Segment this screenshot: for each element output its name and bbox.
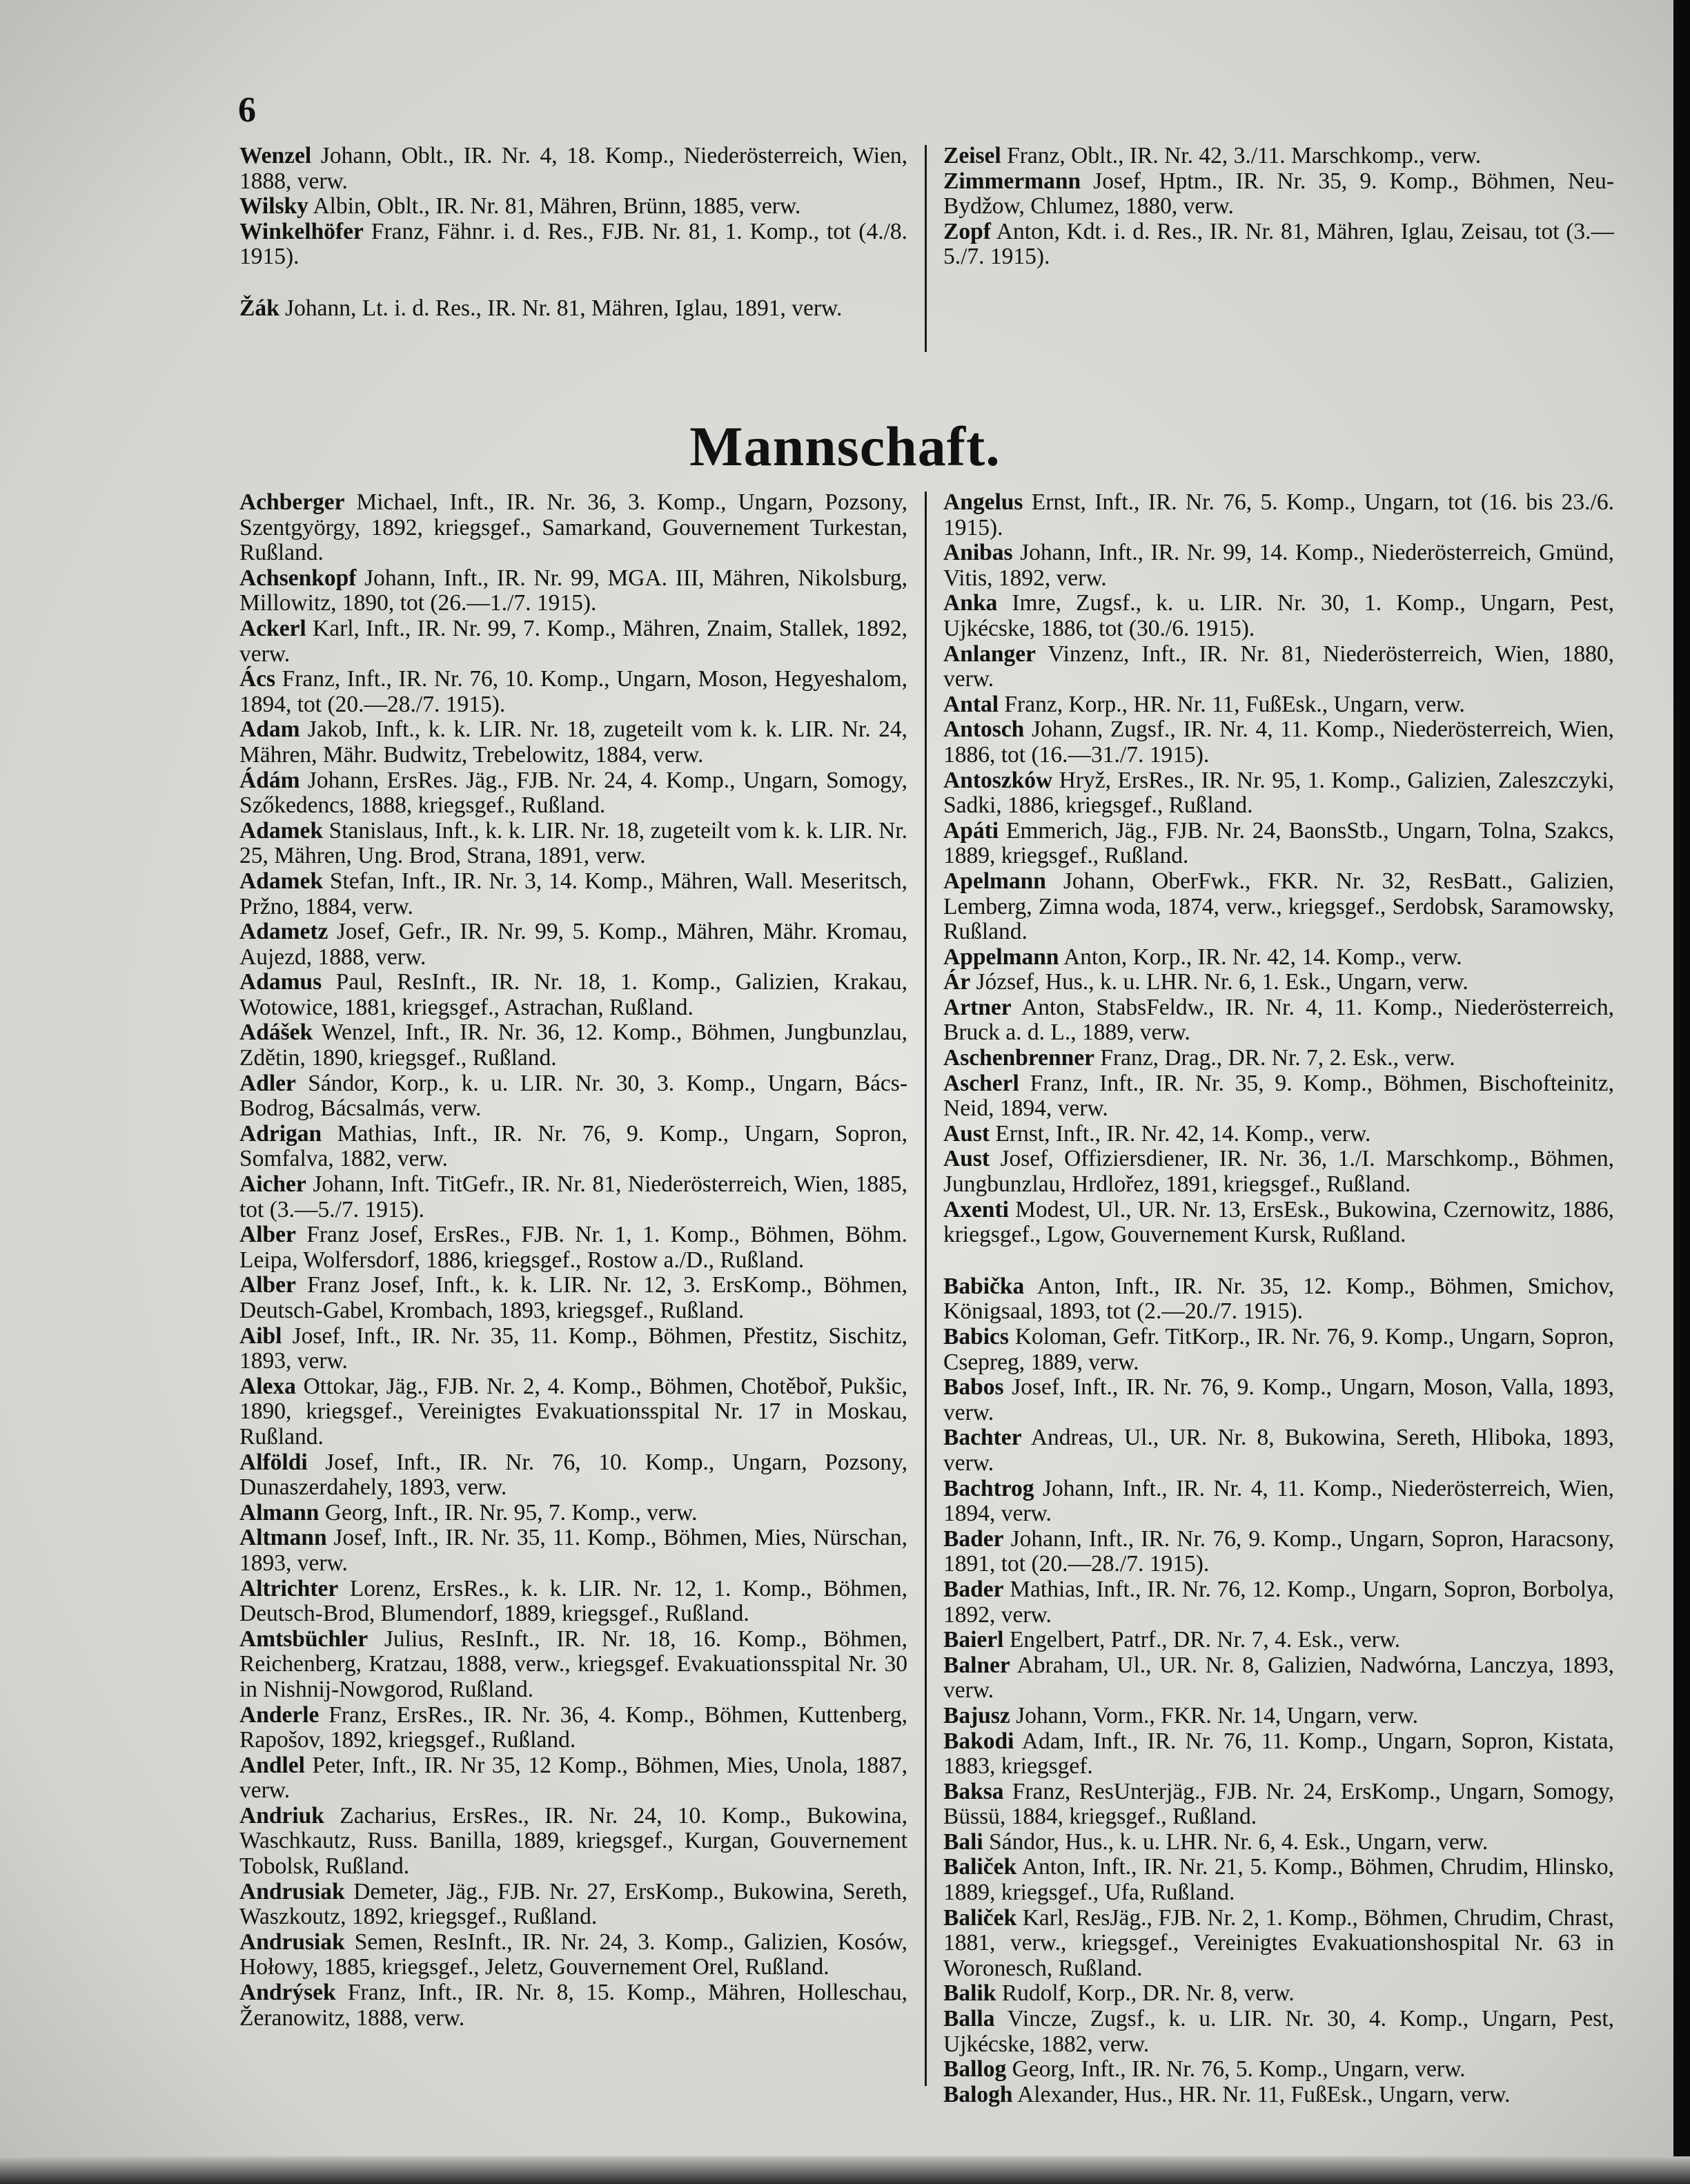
surname: Balik: [943, 1980, 996, 2007]
surname: Artner: [943, 994, 1012, 1020]
list-item: [239, 616, 907, 667]
entry-details: Josef, Hptm., IR. Nr. 35, 9. Komp., Böhmen, Neu-Bydžow, Chlumez, 1880, verw.: [943, 168, 1614, 220]
list-item: [943, 1830, 1614, 1855]
list-item: [943, 1147, 1614, 1197]
officer-list-left: [239, 144, 907, 322]
list-item: [943, 717, 1614, 768]
surname: Balner: [943, 1652, 1010, 1678]
list-item: [943, 1577, 1614, 1628]
entry-details: Franz, Inft., IR. Nr. 8, 15. Komp., Mähren, Holleschau, Žeranowitz, 1888, verw.: [239, 1980, 907, 2031]
entry-details: Lorenz, ErsRes., k. k. LIR. Nr. 12, 1. Komp., Böhmen, Deutsch-Brod, Blumendorf, 1889, kriegsgef., Rußland.: [239, 1575, 907, 1627]
entry-details: Adam, Inft., IR. Nr. 76, 11. Komp., Ungarn, Sopron, Kistata, 1883, kriegsgef.: [943, 1728, 1614, 1780]
surname: Antal: [943, 691, 999, 717]
entry-details: Franz Josef, ErsRes., FJB. Nr. 1, 1. Komp., Böhmen, Böhm. Leipa, Wolfersdorf, 1886, kriegsgef., Rostow a./D., Rußland.: [239, 1222, 907, 1273]
surname: Adametz: [239, 919, 328, 945]
list-item: [943, 869, 1614, 945]
entry-details: Johann, Oblt., IR. Nr. 4, 18. Komp., Niederösterreich, Wien, 1888, verw.: [239, 143, 907, 194]
list-item: [943, 1981, 1614, 2007]
list-item: [943, 1906, 1614, 1982]
surname: Altrichter: [239, 1575, 339, 1601]
surname: Andlel: [239, 1752, 305, 1778]
list-item: [943, 819, 1614, 869]
entry-details: Franz, ErsRes., IR. Nr. 36, 4. Komp., Böhmen, Kuttenberg, Rapošov, 1892, kriegsgef., Rußland.: [239, 1702, 907, 1753]
surname: Adamek: [239, 817, 323, 844]
surname: Ár: [943, 969, 971, 995]
list-item: [943, 169, 1614, 220]
list-item: [943, 220, 1614, 270]
list-item: [943, 995, 1614, 1046]
surname: Adler: [239, 1070, 296, 1096]
surname: Ascherl: [943, 1070, 1019, 1096]
surname: Baliček: [943, 1904, 1017, 1931]
entry-details: Wenzel, Inft., IR. Nr. 36, 12. Komp., Böhmen, Jungbunzlau, Zdětin, 1890, kriegsgef., Rußland.: [239, 1020, 907, 1071]
surname: Ballog: [943, 2056, 1007, 2083]
surname: Andrýsek: [239, 1980, 336, 2006]
entry-details: Franz, ResUnterjäg., FJB. Nr. 24, ErsKomp., Ungarn, Somogy, Büssü, 1884, kriegsgef., Rußland.: [943, 1778, 1614, 1830]
surname: Zeisel: [943, 143, 1001, 168]
page-number: 6: [238, 90, 256, 130]
list-item: [943, 1046, 1614, 1071]
entry-details: Johann, OberFwk., FKR. Nr. 32, ResBatt., Galizien, Lemberg, Zimna woda, 1874, verw., kriegsgef., Serdobsk, Saramowsky, Rußland.: [943, 868, 1614, 945]
list-item: [239, 144, 907, 194]
list-item: [943, 1729, 1614, 1780]
list-item: [943, 1071, 1614, 1122]
entry-details: Johann, Vorm., FKR. Nr. 14, Ungarn, verw.: [1010, 1702, 1418, 1728]
list-item: [943, 1375, 1614, 1425]
surname: Bakodi: [943, 1728, 1014, 1754]
list-item: [239, 220, 907, 270]
surname: Aicher: [239, 1171, 306, 1198]
entry-details: Stanislaus, Inft., k. k. LIR. Nr. 18, zugeteilt vom k. k. LIR. Nr. 25, Mähren, Ung. Brod, Strana, 1891, verw.: [239, 817, 907, 869]
entry-details: Hryž, ErsRes., IR. Nr. 95, 1. Komp., Galizien, Zaleszczyki, Sadki, 1886, kriegsgef., Rußland.: [943, 767, 1614, 819]
entry-details: Paul, ResInft., IR. Nr. 18, 1. Komp., Galizien, Krakau, Wotowice, 1881, kriegsgef., Astrachan, Rußland.: [239, 969, 907, 1020]
surname: Anderle: [239, 1702, 320, 1728]
list-item: [239, 717, 907, 768]
surname: Anlanger: [943, 641, 1036, 667]
casualty-list-left: [239, 490, 907, 2031]
entry-details: Ottokar, Jäg., FJB. Nr. 2, 4. Komp., Böhmen, Chotěboř, Pukšic, 1890, kriegsgef., Vereinigtes Evakuationsspital Nr. 17 in Moskau, Rußland.: [239, 1373, 907, 1450]
surname: Wenzel: [239, 143, 312, 168]
surname: Babos: [943, 1374, 1004, 1401]
surname: Ádám: [239, 767, 300, 793]
entry-details: Vinzenz, Inft., IR. Nr. 81, Niederösterreich, Wien, 1880, verw.: [943, 641, 1614, 692]
surname: Zimmermann: [943, 168, 1081, 194]
entry-details: Anton, StabsFeldw., IR. Nr. 4, 11. Komp., Niederösterreich, Bruck a. d. L., 1889, verw.: [943, 994, 1614, 1046]
scan-border: [1673, 0, 1690, 2184]
entry-details: Franz, Oblt., IR. Nr. 42, 3./11. Marschkomp., verw.: [1001, 143, 1482, 168]
entry-details: Alexander, Hus., HR. Nr. 11, FußEsk., Ungarn, verw.: [1012, 2081, 1511, 2107]
officer-list-right: [943, 144, 1614, 270]
list-item: [943, 1274, 1614, 1325]
entry-details: Franz, Drag., DR. Nr. 7, 2. Esk., verw.: [1094, 1045, 1455, 1071]
surname: Antosch: [943, 716, 1025, 743]
list-item: [239, 1222, 907, 1273]
list-item: [943, 1425, 1614, 1476]
entry-details: Abraham, Ul., UR. Nr. 8, Galizien, Nadwórna, Lanczya, 1893, verw.: [943, 1652, 1614, 1704]
surname: Baliček: [943, 1854, 1017, 1880]
entry-details: Josef, Offiziersdiener, IR. Nr. 36, 1./I. Marschkomp., Böhmen, Jungbunzlau, Hrdlořez, 1891, kriegsgef., Rußland.: [943, 1146, 1614, 1198]
surname: Anka: [943, 590, 998, 616]
entry-details: Johann, Zugsf., IR. Nr. 4, 11. Komp., Niederösterreich, Wien, 1886, tot (16.—31./7. 1915).: [943, 716, 1614, 768]
surname: Aschenbrenner: [943, 1045, 1094, 1071]
surname: Aust: [943, 1146, 990, 1172]
entry-details: Franz, Fähnr. i. d. Res., FJB. Nr. 81, 1. Komp., tot (4./8. 1915).: [239, 218, 907, 270]
list-item: [239, 1172, 907, 1222]
entry-details: Anton, Kdt. i. d. Res., IR. Nr. 81, Mähren, Iglau, Zeisau, tot (3.—5./7. 1915).: [943, 218, 1614, 270]
entry-details: Modest, Ul., UR. Nr. 13, ErsEsk., Bukowina, Czernowitz, 1886, kriegsgef., Lgow, Gouvernement Kursk, Rußland.: [943, 1196, 1614, 1248]
surname: Ács: [239, 666, 276, 692]
entry-details: Franz, Inft., IR. Nr. 35, 9. Komp., Böhmen, Bischofteinitz, Neid, 1894, verw.: [943, 1070, 1614, 1122]
surname: Winkelhöfer: [239, 218, 364, 244]
entry-details: Julius, ResInft., IR. Nr. 18, 16. Komp., Böhmen, Reichenberg, Kratzau, 1888, verw., kriegsgef. Evakuationsspital Nr. 30 in Nishnij-Nowgorod, Rußland.: [239, 1626, 907, 1702]
entry-details: Andreas, Ul., UR. Nr. 8, Bukowina, Sereth, Hliboka, 1893, verw.: [943, 1425, 1614, 1476]
list-item: [239, 1577, 907, 1627]
entry-details: Georg, Inft., IR. Nr. 76, 5. Komp., Ungarn, verw.: [1006, 2056, 1466, 2083]
list-item: [239, 1627, 907, 1703]
entry-details: Josef, Inft., IR. Nr. 35, 11. Komp., Böhmen, Přestitz, Sischitz, 1893, verw.: [239, 1323, 907, 1374]
section-heading: Mannschaft.: [689, 415, 1001, 478]
list-item: [239, 1273, 907, 1323]
list-item: [239, 490, 907, 566]
entry-details: Johann, ErsRes. Jäg., FJB. Nr. 24, 4. Komp., Ungarn, Somogy, Szőkedencs, 1888, kriegsgef., Rußland.: [239, 767, 907, 819]
surname: Bajusz: [943, 1702, 1010, 1728]
surname: Alber: [239, 1222, 296, 1248]
list-item: [239, 919, 907, 970]
surname: Adášek: [239, 1020, 313, 1046]
entry-details: Mathias, Inft., IR. Nr. 76, 12. Komp., Ungarn, Sopron, Borbolya, 1892, verw.: [943, 1576, 1614, 1628]
surname: Aibl: [239, 1323, 282, 1349]
list-item: [239, 1071, 907, 1122]
list-item: [943, 692, 1614, 718]
surname: Bali: [943, 1829, 983, 1855]
list-item: [943, 2057, 1614, 2083]
list-item: [239, 819, 907, 869]
surname: Bader: [943, 1525, 1004, 1552]
entry-details: Johann, Inft., IR. Nr. 4, 11. Komp., Niederösterreich, Wien, 1894, verw.: [943, 1475, 1614, 1527]
scan-border: [0, 2156, 1690, 2184]
entry-details: Peter, Inft., IR. Nr 35, 12 Komp., Böhmen, Mies, Unola, 1887, verw.: [239, 1752, 907, 1804]
entry-details: József, Hus., k. u. LHR. Nr. 6, 1. Esk., Ungarn, verw.: [970, 969, 1468, 995]
list-item: [943, 1198, 1614, 1248]
list-item: [943, 1325, 1614, 1375]
list-item: [943, 1122, 1614, 1147]
entry-details: Franz Josef, Inft., k. k. LIR. Nr. 12, 3. ErsKomp., Böhmen, Deutsch-Gabel, Krombach, 1893, kriegsgef., Rußland.: [239, 1272, 907, 1323]
entry-details: Sándor, Hus., k. u. LHR. Nr. 6, 4. Esk., Ungarn, verw.: [983, 1829, 1488, 1855]
surname: Antoszków: [943, 767, 1053, 793]
entry-details: Josef, Inft., IR. Nr. 35, 11. Komp., Böhmen, Mies, Nürschan, 1893, verw.: [239, 1525, 907, 1576]
entry-details: Franz, Inft., IR. Nr. 76, 10. Komp., Ungarn, Moson, Hegyeshalom, 1894, tot (20.—28./7. 1915).: [239, 666, 907, 717]
surname: Bader: [943, 1576, 1004, 1602]
surname: Ackerl: [239, 615, 306, 641]
entry-details: Georg, Inft., IR. Nr. 95, 7. Komp., verw.: [319, 1499, 698, 1525]
surname: Apelmann: [943, 868, 1046, 894]
entry-details: Josef, Inft., IR. Nr. 76, 10. Komp., Ungarn, Pozsony, Dunaszerdahely, 1893, verw.: [239, 1449, 907, 1501]
entry-details: Anton, Inft., IR. Nr. 21, 5. Komp., Böhmen, Chrudim, Hlinsko, 1889, kriegsgef., Ufa, Rußland.: [943, 1854, 1614, 1906]
surname: Appelmann: [943, 944, 1059, 970]
surname: Adamus: [239, 969, 322, 995]
list-item: [943, 540, 1614, 591]
list-item: [239, 194, 907, 220]
surname: Andrusiak: [239, 1929, 345, 1955]
list-item: [943, 1527, 1614, 1577]
entry-details: Johann, Lt. i. d. Res., IR. Nr. 81, Mähren, Iglau, 1891, verw.: [279, 295, 843, 321]
entry-details: Johann, Inft., IR. Nr. 76, 9. Komp., Ungarn, Sopron, Haracsony, 1891, tot (20.—28./7. 1915).: [943, 1525, 1614, 1577]
list-item: [239, 1450, 907, 1501]
surname: Andrusiak: [239, 1878, 345, 1904]
list-item: [943, 490, 1614, 540]
list-item: [943, 970, 1614, 995]
entry-details: Stefan, Inft., IR. Nr. 3, 14. Komp., Mähren, Wall. Meseritsch, Pržno, 1884, verw.: [239, 868, 907, 919]
list-item: [239, 296, 907, 322]
surname: Baierl: [943, 1627, 1004, 1653]
list-item: [943, 1780, 1614, 1830]
surname: Balla: [943, 2006, 995, 2032]
list-item: [943, 945, 1614, 971]
surname: Baksa: [943, 1778, 1004, 1804]
entry-details: Johann, Inft., IR. Nr. 99, 14. Komp., Niederösterreich, Gmünd, Vitis, 1892, verw.: [943, 540, 1614, 591]
surname: Žák: [239, 295, 279, 321]
surname: Alber: [239, 1272, 296, 1298]
entry-details: Josef, Gefr., IR. Nr. 99, 5. Komp., Mähren, Mähr. Kromau, Aujezd, 1888, verw.: [239, 919, 907, 970]
entry-details: Emmerich, Jäg., FJB. Nr. 24, BaonsStb., Ungarn, Tolna, Szakcs, 1889, kriegsgef., Rußland.: [943, 817, 1614, 869]
list-item: [239, 1501, 907, 1526]
surname: Bachter: [943, 1425, 1022, 1451]
list-item: [239, 1703, 907, 1753]
surname: Amtsbüchler: [239, 1626, 369, 1652]
entry-details: Vincze, Zugsf., k. u. LIR. Nr. 30, 4. Komp., Ungarn, Pest, Ujkécske, 1882, verw.: [943, 2006, 1614, 2057]
list-item: [239, 869, 907, 919]
entry-details: Koloman, Gefr. TitKorp., IR. Nr. 76, 9. Komp., Ungarn, Sopron, Csepreg, 1889, verw.: [943, 1324, 1614, 1375]
entry-details: Karl, ResJäg., FJB. Nr. 2, 1. Komp., Böhmen, Chrudim, Chrast, 1881, verw., kriegsgef., Vereinigtes Evakuationshospital Nr. 63 in Woronesch, Rußland.: [943, 1904, 1614, 1981]
surname: Achberger: [239, 489, 345, 515]
list-item: [943, 642, 1614, 692]
entry-details: Imre, Zugsf., k. u. LIR. Nr. 30, 1. Komp., Ungarn, Pest, Ujkécske, 1886, tot (30./6. 1915).: [943, 590, 1614, 641]
list-item: [239, 566, 907, 616]
list-item: [239, 1374, 907, 1450]
list-item: [943, 591, 1614, 641]
surname: Achsenkopf: [239, 565, 357, 591]
surname: Zopf: [943, 218, 991, 244]
column-divider: [925, 145, 927, 352]
list-item: [943, 1653, 1614, 1704]
entry-details: Mathias, Inft., IR. Nr. 76, 9. Komp., Ungarn, Sopron, Somfalva, 1882, verw.: [239, 1120, 907, 1172]
entry-details: Ernst, Inft., IR. Nr. 76, 5. Komp., Ungarn, tot (16. bis 23./6. 1915).: [943, 489, 1614, 540]
entry-details: Johann, Inft. TitGefr., IR. Nr. 81, Niederösterreich, Wien, 1885, tot (3.—5./7. 1915).: [239, 1171, 907, 1222]
entry-details: Ernst, Inft., IR. Nr. 42, 14. Komp., verw.: [990, 1120, 1371, 1147]
list-item: [239, 1324, 907, 1374]
surname: Adamek: [239, 868, 323, 894]
list-item: [239, 1020, 907, 1071]
column-divider: [925, 491, 927, 2086]
surname: Aust: [943, 1120, 990, 1147]
entry-details: Demeter, Jäg., FJB. Nr. 27, ErsKomp., Bukowina, Sereth, Waszkoutz, 1892, kriegsgef., Rußland.: [239, 1878, 907, 1930]
entry-details: Josef, Inft., IR. Nr. 76, 9. Komp., Ungarn, Moson, Valla, 1893, verw.: [943, 1374, 1614, 1425]
surname: Wilsky: [239, 193, 308, 220]
surname: Bachtrog: [943, 1475, 1034, 1501]
list-item: [239, 970, 907, 1020]
surname: Adrigan: [239, 1120, 322, 1147]
entry-details: Franz, Korp., HR. Nr. 11, FußEsk., Ungarn, verw.: [999, 691, 1465, 717]
list-item: [943, 1855, 1614, 1905]
list-item: [239, 667, 907, 717]
surname: Alexa: [239, 1373, 296, 1399]
list-item: [239, 1525, 907, 1576]
entry-details: Rudolf, Korp., DR. Nr. 8, verw.: [996, 1980, 1295, 2007]
list-item: [239, 1980, 907, 2031]
list-item: [239, 1122, 907, 1172]
surname: Axenti: [943, 1196, 1009, 1222]
surname: Balogh: [943, 2081, 1013, 2107]
entry-details: Semen, ResInft., IR. Nr. 24, 3. Komp., Galizien, Kosów, Hołowy, 1885, kriegsgef., Jeletz, Gouvernement Orel, Rußland.: [239, 1929, 907, 1980]
surname: Altmann: [239, 1525, 327, 1551]
entry-details: Karl, Inft., IR. Nr. 99, 7. Komp., Mähren, Znaim, Stallek, 1892, verw.: [239, 615, 907, 667]
surname: Adam: [239, 716, 300, 743]
list-item: [943, 1628, 1614, 1653]
list-item: [239, 1753, 907, 1804]
list-item: [239, 1930, 907, 1980]
list-item: [239, 1804, 907, 1880]
list-item: [943, 1704, 1614, 1729]
list-item: [943, 144, 1614, 169]
entry-details: Jakob, Inft., k. k. LIR. Nr. 18, zugeteilt vom k. k. LIR. Nr. 24, Mähren, Mähr. Budwitz, Trebelowitz, 1884, verw.: [239, 716, 907, 768]
surname: Apáti: [943, 817, 999, 844]
list-item: [943, 2007, 1614, 2057]
surname: Almann: [239, 1499, 320, 1525]
casualty-list-right: [943, 490, 1614, 2107]
entry-details: Zacharius, ErsRes., IR. Nr. 24, 10. Komp., Bukowina, Waschkautz, Russ. Banilla, 1889, kriegsgef., Kurgan, Gouvernement Tobolsk, Rußland.: [239, 1802, 907, 1880]
list-item: [943, 768, 1614, 819]
surname: Angelus: [943, 489, 1023, 515]
entry-details: Engelbert, Patrf., DR. Nr. 7, 4. Esk., verw.: [1003, 1627, 1401, 1653]
list-item: [943, 2083, 1614, 2108]
list-item: [943, 1476, 1614, 1527]
list-item: [239, 768, 907, 819]
entry-details: Sándor, Korp., k. u. LIR. Nr. 30, 3. Komp., Ungarn, Bács-Bodrog, Bácsalmás, verw.: [239, 1070, 907, 1122]
surname: Babička: [943, 1273, 1025, 1299]
entry-details: Johann, Inft., IR. Nr. 99, MGA. III, Mähren, Nikolsburg, Millowitz, 1890, tot (26.—1./7. 1915).: [239, 565, 907, 616]
entry-details: Anton, Korp., IR. Nr. 42, 14. Komp., verw.: [1059, 944, 1462, 970]
entry-details: Albin, Oblt., IR. Nr. 81, Mähren, Brünn, 1885, verw.: [308, 193, 801, 220]
entry-details: Michael, Inft., IR. Nr. 36, 3. Komp., Ungarn, Pozsony, Szentgyörgy, 1892, kriegsgef., Samarkand, Gouvernement Turkestan, Rußland.: [239, 489, 907, 566]
surname: Andriuk: [239, 1802, 324, 1829]
surname: Alföldi: [239, 1449, 308, 1475]
surname: Anibas: [943, 540, 1013, 566]
list-item: [239, 1880, 907, 1930]
entry-details: Anton, Inft., IR. Nr. 35, 12. Komp., Böhmen, Smichov, Königsaal, 1893, tot (2.—20./7. 1915).: [943, 1273, 1614, 1325]
surname: Babics: [943, 1324, 1009, 1349]
